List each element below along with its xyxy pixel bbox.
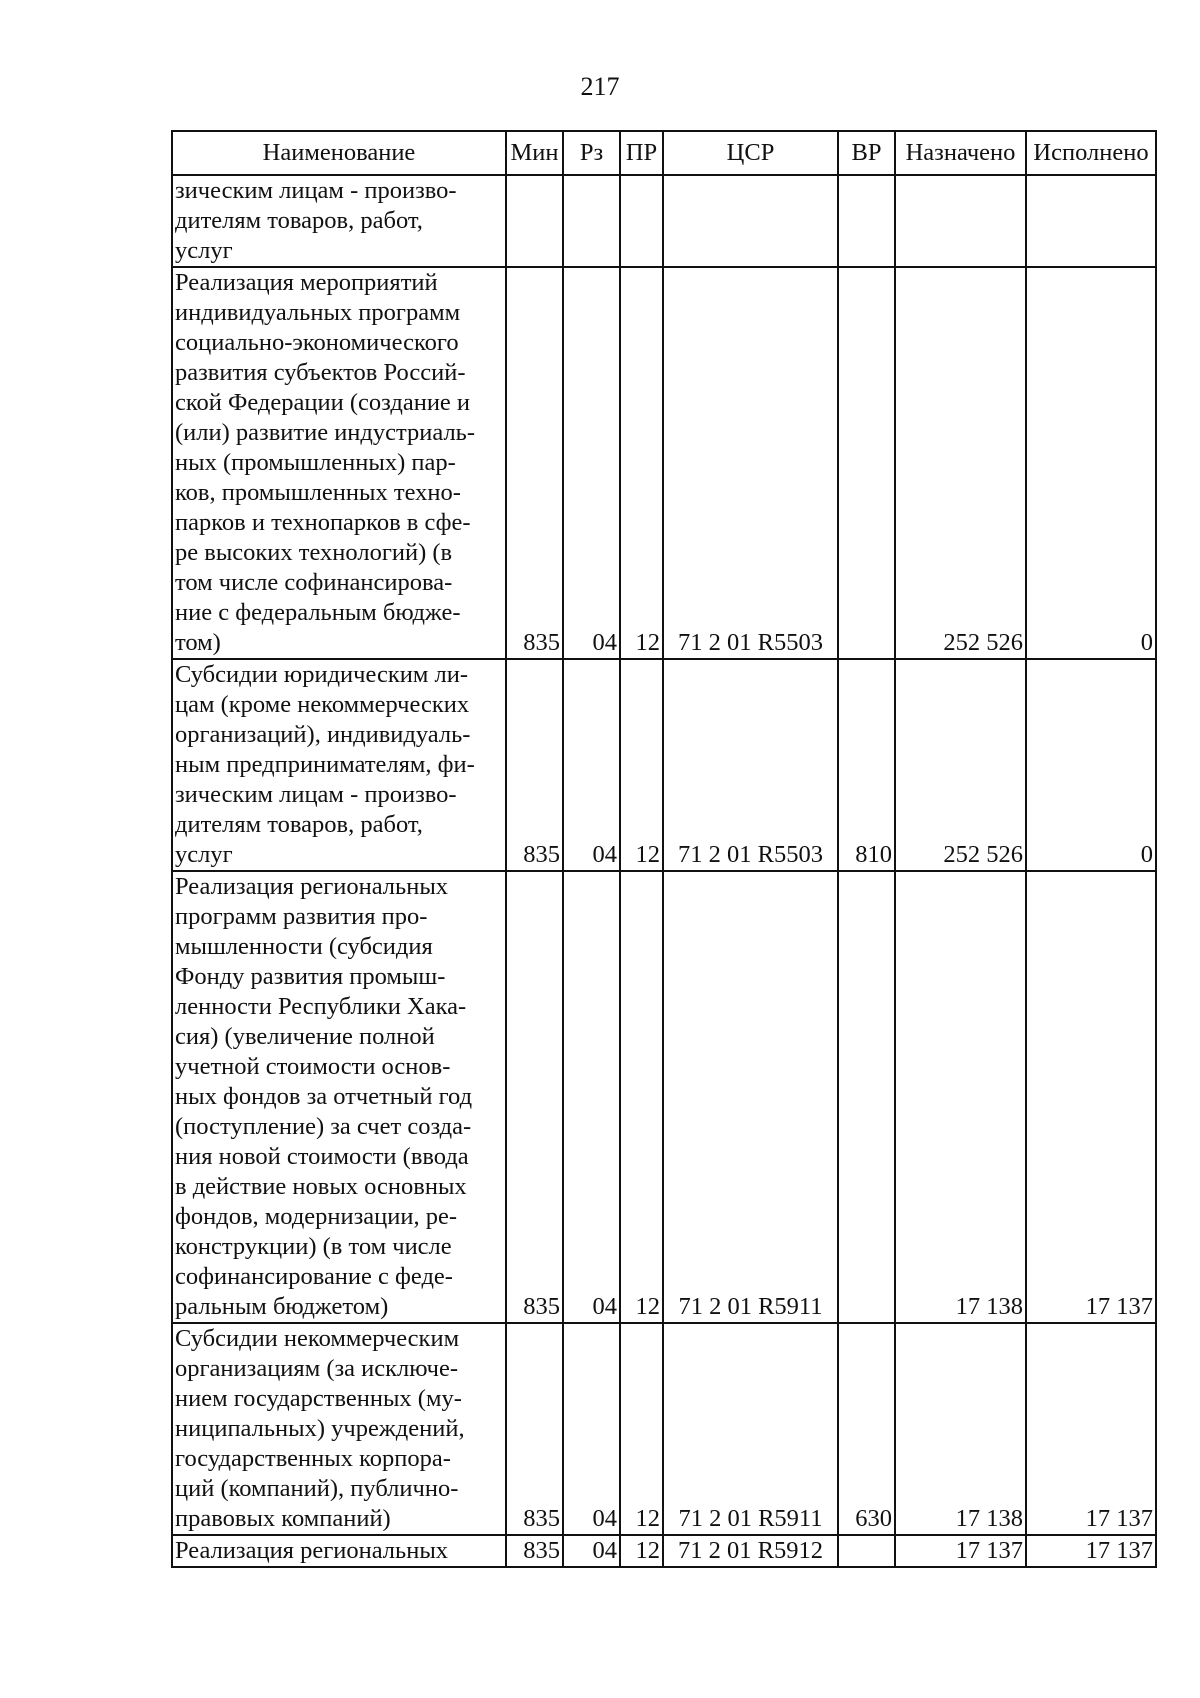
cell-vr (838, 1535, 895, 1567)
cell-vr (838, 267, 895, 659)
row-name-line: ниципальных) учреждений, (175, 1415, 465, 1442)
row-name-line: конструкции) (в том числе (175, 1233, 452, 1260)
row-name-line: фондов, модернизации, ре- (175, 1203, 458, 1230)
cell-pr: 12 (620, 1323, 663, 1535)
cell-rz: 04 (563, 871, 620, 1323)
row-name-line: программ развития про- (175, 903, 428, 930)
budget-table (171, 130, 1157, 1568)
cell-min (506, 175, 563, 267)
cell-assigned: 17 137 (895, 1535, 1026, 1567)
row-name-line: зическим лицам - произво- (175, 781, 457, 808)
cell-pr: 12 (620, 1535, 663, 1567)
cell-executed: 0 (1026, 267, 1156, 659)
cell-csr: 71 2 01 R5503 (663, 659, 838, 871)
cell-vr: 630 (838, 1323, 895, 1535)
cell-min: 835 (506, 871, 563, 1323)
cell-csr: 71 2 01 R5911 (663, 1323, 838, 1535)
page-number: 217 (580, 72, 620, 101)
cell-min: 835 (506, 1535, 563, 1567)
row-name-line: нием государственных (му- (175, 1385, 462, 1412)
row-name-line: в действие новых основных (175, 1173, 467, 1200)
row-name-line: ных фондов за отчетный год (175, 1083, 473, 1110)
row-name-line: ре высоких технологий) (в (175, 539, 453, 566)
row-name-line: ков, промышленных техно- (175, 479, 461, 506)
row-name-line: развития субъектов Россий- (175, 359, 466, 386)
row-name-line: (поступление) за счет созда- (175, 1113, 472, 1140)
cell-min: 835 (506, 659, 563, 871)
table-header-row (172, 131, 1156, 175)
cell-assigned (895, 175, 1026, 267)
cell-min: 835 (506, 1323, 563, 1535)
cell-executed: 17 137 (1026, 1535, 1156, 1567)
col-header-rz: Рз (563, 131, 620, 175)
cell-vr (838, 175, 895, 267)
cell-pr: 12 (620, 871, 663, 1323)
row-name-line: Реализация мероприятий (175, 269, 438, 296)
row-name-cell (172, 267, 506, 659)
cell-executed: 0 (1026, 659, 1156, 871)
row-name-line: учетной стоимости основ- (175, 1053, 451, 1080)
row-name-line: ным предпринимателям, фи- (175, 751, 475, 778)
row-name-line: мышленности (субсидия (175, 933, 433, 960)
cell-assigned: 252 526 (895, 267, 1026, 659)
col-header-min: Мин (506, 131, 563, 175)
row-name-line: том) (175, 629, 221, 656)
cell-pr (620, 175, 663, 267)
row-name-line: Субсидии юридическим ли- (175, 661, 468, 688)
row-name-line: услуг (175, 841, 233, 868)
row-name-line: (или) развитие индустриаль- (175, 419, 476, 446)
cell-pr: 12 (620, 659, 663, 871)
cell-csr: 71 2 01 R5503 (663, 267, 838, 659)
row-name-cell (172, 1323, 506, 1535)
table-row (172, 871, 1156, 1323)
row-name-line: парков и технопарков в сфе- (175, 509, 471, 536)
cell-executed: 17 137 (1026, 1323, 1156, 1535)
cell-rz: 04 (563, 1535, 620, 1567)
row-name-line: Реализация региональных (175, 873, 449, 900)
row-name-line: организациям (за исключе- (175, 1355, 458, 1382)
row-name-line: софинансирование с феде- (175, 1263, 453, 1290)
row-name-line: ций (компаний), публично- (175, 1475, 459, 1502)
row-name-line: ральным бюджетом) (175, 1293, 389, 1320)
cell-min: 835 (506, 267, 563, 659)
row-name-cell (172, 175, 506, 267)
row-name-line: ленности Республики Хака- (175, 993, 467, 1020)
row-name-line: сия) (увеличение полной (175, 1023, 435, 1050)
table-row (172, 659, 1156, 871)
row-name-cell (172, 659, 506, 871)
row-name-line: услуг (175, 237, 233, 264)
row-name-line: индивидуальных программ (175, 299, 461, 326)
cell-assigned: 17 138 (895, 1323, 1026, 1535)
row-name-line: ской Федерации (создание и (175, 389, 471, 416)
cell-executed: 17 137 (1026, 871, 1156, 1323)
cell-rz: 04 (563, 1323, 620, 1535)
row-name-line: Фонду развития промыш- (175, 963, 446, 990)
row-name-line: цам (кроме некоммерческих (175, 691, 470, 718)
col-header-assigned: Назначено (895, 131, 1026, 175)
cell-vr: 810 (838, 659, 895, 871)
cell-assigned: 252 526 (895, 659, 1026, 871)
row-name-line: организаций), индивидуаль- (175, 721, 471, 748)
row-name-line: Субсидии некоммерческим (175, 1325, 460, 1352)
cell-rz: 04 (563, 659, 620, 871)
table-row (172, 175, 1156, 267)
table-row (172, 267, 1156, 659)
cell-rz: 04 (563, 267, 620, 659)
row-name-line: государственных корпора- (175, 1445, 451, 1472)
cell-vr (838, 871, 895, 1323)
row-name-line: правовых компаний) (175, 1505, 391, 1532)
row-name-line: дителям товаров, работ, (175, 811, 423, 838)
cell-csr (663, 175, 838, 267)
cell-executed (1026, 175, 1156, 267)
row-name-line: ние с федеральным бюдже- (175, 599, 461, 626)
cell-assigned: 17 138 (895, 871, 1026, 1323)
table-row (172, 1535, 1156, 1567)
row-name-cell (172, 871, 506, 1323)
row-name-line: ных (промышленных) пар- (175, 449, 456, 476)
col-header-executed: Исполнено (1026, 131, 1156, 175)
row-name-line: ния новой стоимости (ввода (175, 1143, 469, 1170)
cell-csr: 71 2 01 R5912 (663, 1535, 838, 1567)
col-header-vr: ВР (838, 131, 895, 175)
table-row (172, 1323, 1156, 1535)
cell-csr: 71 2 01 R5911 (663, 871, 838, 1323)
row-name-line: Реализация региональных (175, 1537, 449, 1564)
row-name-line: зическим лицам - произво- (175, 177, 457, 204)
row-name-line: дителям товаров, работ, (175, 207, 423, 234)
cell-rz (563, 175, 620, 267)
row-name-line: социально-экономического (175, 329, 459, 356)
row-name-cell (172, 1535, 506, 1567)
col-header-pr: ПР (620, 131, 663, 175)
row-name-line: том числе софинансирова- (175, 569, 453, 596)
cell-pr: 12 (620, 267, 663, 659)
col-header-csr: ЦСР (663, 131, 838, 175)
col-header-name: Наименование (172, 131, 506, 175)
